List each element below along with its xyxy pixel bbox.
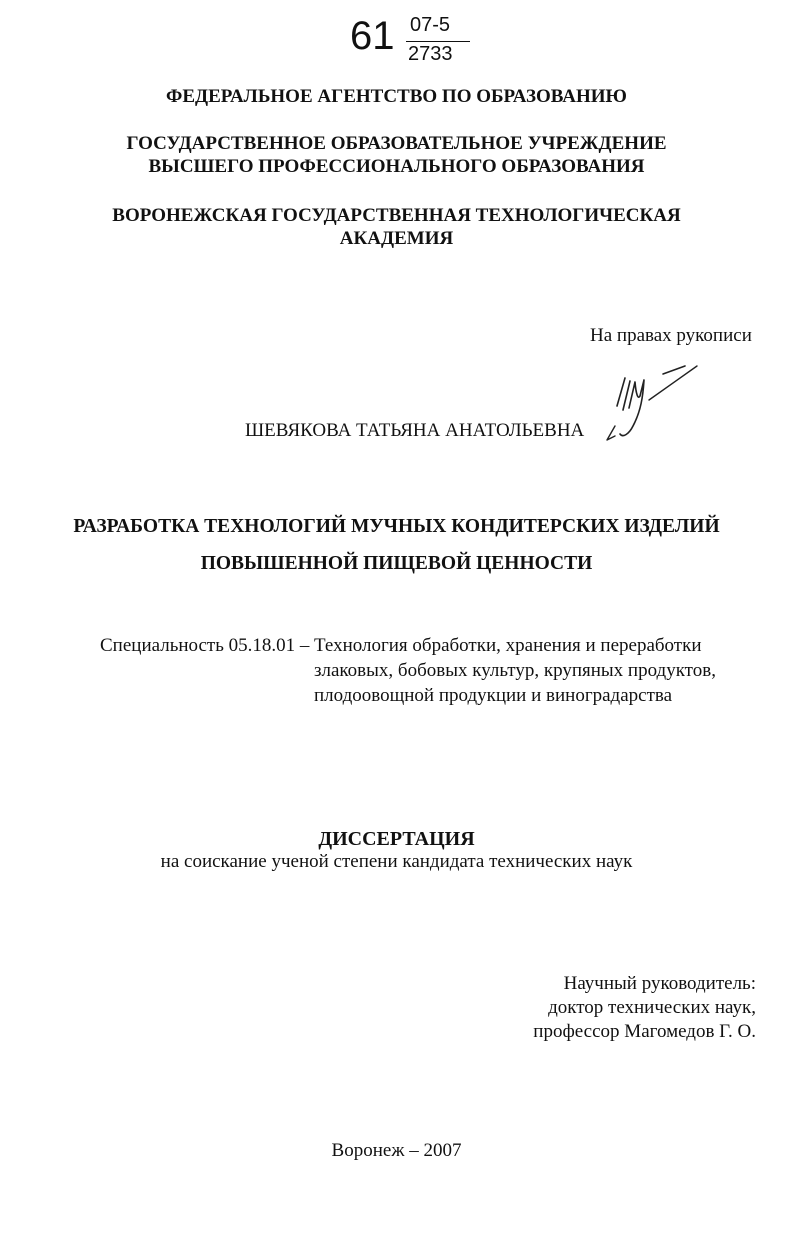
city-year: Воронеж – 2007 <box>331 1140 462 1161</box>
manuscript-note: На правах рукописи <box>590 325 752 346</box>
academy-name-line1: ВОРОНЕЖСКАЯ ГОСУДАРСТВЕННАЯ ТЕХНОЛОГИЧЕСКАЯ <box>112 205 681 226</box>
catalog-denominator: 2733 <box>408 43 453 65</box>
dissertation-subtitle: на соискание ученой степени кандидата технических наук <box>160 851 633 872</box>
institution-type-line2: ВЫСШЕГО ПРОФЕССИОНАЛЬНОГО ОБРАЗОВАНИЯ <box>148 156 645 177</box>
specialty-line2: злаковых, бобовых культур, крупяных продуктов, <box>314 660 716 681</box>
supervisor-degree: доктор технических наук, <box>548 997 756 1018</box>
agency-name: ФЕДЕРАЛЬНОЕ АГЕНТСТВО ПО ОБРАЗОВАНИЮ <box>166 86 627 107</box>
signature-icon <box>603 356 703 446</box>
fraction-bar <box>406 41 470 42</box>
thesis-title-line2: ПОВЫШЕННОЙ ПИЩЕВОЙ ЦЕННОСТИ <box>200 553 593 574</box>
supervisor-label: Научный руководитель: <box>563 973 756 994</box>
academy-name-line2: АКАДЕМИЯ <box>339 228 454 249</box>
supervisor-name: профессор Магомедов Г. О. <box>533 1021 756 1042</box>
institution-type-line1: ГОСУДАРСТВЕННОЕ ОБРАЗОВАТЕЛЬНОЕ УЧРЕЖДЕНИЕ <box>126 133 667 154</box>
thesis-title-line1: РАЗРАБОТКА ТЕХНОЛОГИЙ МУЧНЫХ КОНДИТЕРСКИХ ИЗДЕЛИЙ <box>73 516 720 537</box>
catalog-number <box>350 8 480 72</box>
dissertation-heading: ДИССЕРТАЦИЯ <box>318 828 475 850</box>
specialty-line1: Технология обработки, хранения и переработки <box>314 635 702 656</box>
specialty-label: Специальность 05.18.01 – <box>100 635 310 656</box>
specialty-line3: плодоовощной продукции и виноградарства <box>314 685 673 706</box>
catalog-prefix: 61 <box>350 14 395 58</box>
author-name: ШЕВЯКОВА ТАТЬЯНА АНАТОЛЬЕВНА <box>245 420 585 441</box>
catalog-numerator: 07-5 <box>410 14 451 36</box>
